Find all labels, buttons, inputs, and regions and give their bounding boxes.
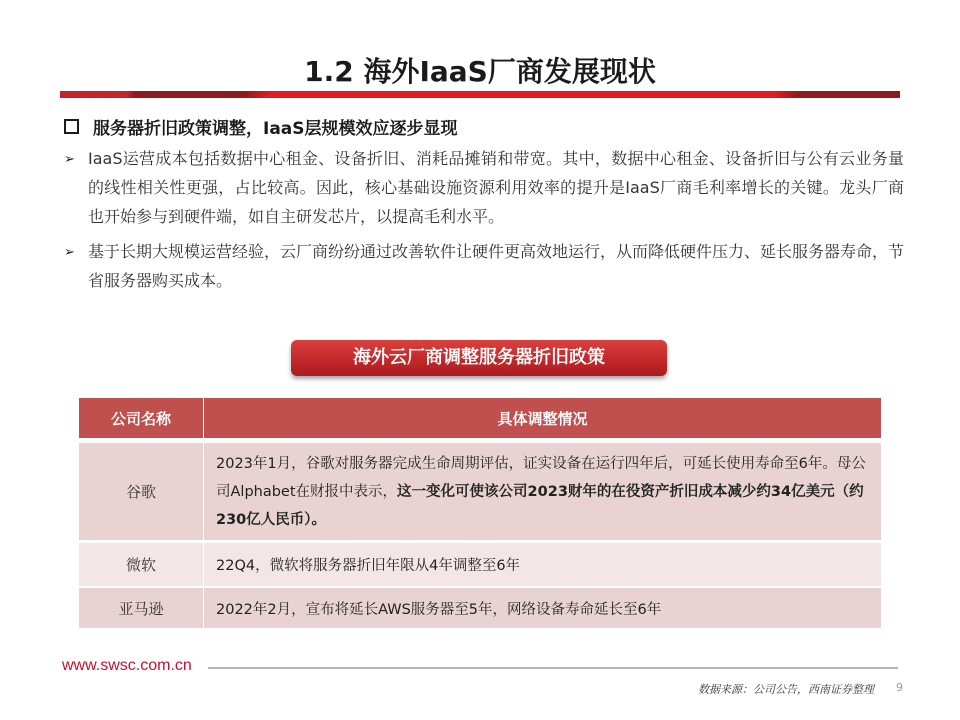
slide-title: 1.2 海外IaaS厂商发展现状: [304, 55, 656, 88]
data-source-note: 数据来源：公司公告，西南证券整理: [698, 683, 874, 696]
column-header-company: 公司名称: [79, 398, 204, 438]
section-heading-text: 服务器折旧政策调整，IaaS层规模效应逐步显现: [93, 119, 458, 139]
bullet-item: [64, 237, 904, 295]
bullet-text: 基于长期大规模运营经验，云厂商纷纷通过改善软件让硬件更高效地运行，从而降低硬件压力、延长服务器寿命，节省服务器购买成本。: [88, 242, 905, 290]
table-row: [79, 588, 881, 628]
bullet-text: IaaS运营成本包括数据中心租金、设备折旧、消耗品摊销和带宽。其中，数据中心租金、设备折旧与公有云业务量的线性相关性更强，占比较高。因此，核心基础设施资源利用效率的提升是IaaS厂商毛利率增长的关键。龙头厂商也开始参与到硬件端，如自主研发芯片，以提高毛利水平。: [88, 149, 904, 226]
section-heading: [64, 114, 458, 139]
company-name: 微软: [125, 556, 156, 574]
depreciation-policy-table: [79, 398, 881, 628]
footer-divider: [208, 667, 898, 669]
adjustment-detail: [216, 450, 871, 534]
footer-website-link[interactable]: www.swsc.com.cn: [62, 657, 192, 674]
page-number: 9: [896, 681, 903, 694]
table-row: [79, 543, 881, 586]
arrow-bullet-icon: ➢: [64, 245, 75, 260]
table-banner: 海外云厂商调整服务器折旧政策: [291, 340, 667, 376]
arrow-bullet-icon: ➢: [64, 152, 75, 167]
table-header-row: [79, 398, 881, 438]
company-name: 谷歌: [125, 482, 156, 501]
table-row: [79, 443, 881, 540]
title-divider: [60, 91, 900, 98]
adjustment-detail: 2022年2月，宣布将延长AWS服务器至5年，网络设备寿命延长至6年: [216, 601, 662, 618]
detail-plain-text: 2023年1月，谷歌对服务器完成生命周期评估，证实设备在运行四年后，可延长使用寿命至6年。母公司Alphabet在财报中表示，: [216, 455, 866, 500]
detail-bold-text: 这一变化可使该公司2023财年的在役资产折旧成本减少约34亿美元（约230亿人民币）。: [216, 483, 864, 528]
bullet-item: [64, 144, 904, 231]
company-name: 亚马逊: [118, 599, 164, 618]
checkbox-bullet-icon: [64, 119, 79, 134]
adjustment-detail: 22Q4，微软将服务器折旧年限从4年调整至6年: [216, 558, 521, 574]
column-header-detail: 具体调整情况: [497, 409, 588, 428]
